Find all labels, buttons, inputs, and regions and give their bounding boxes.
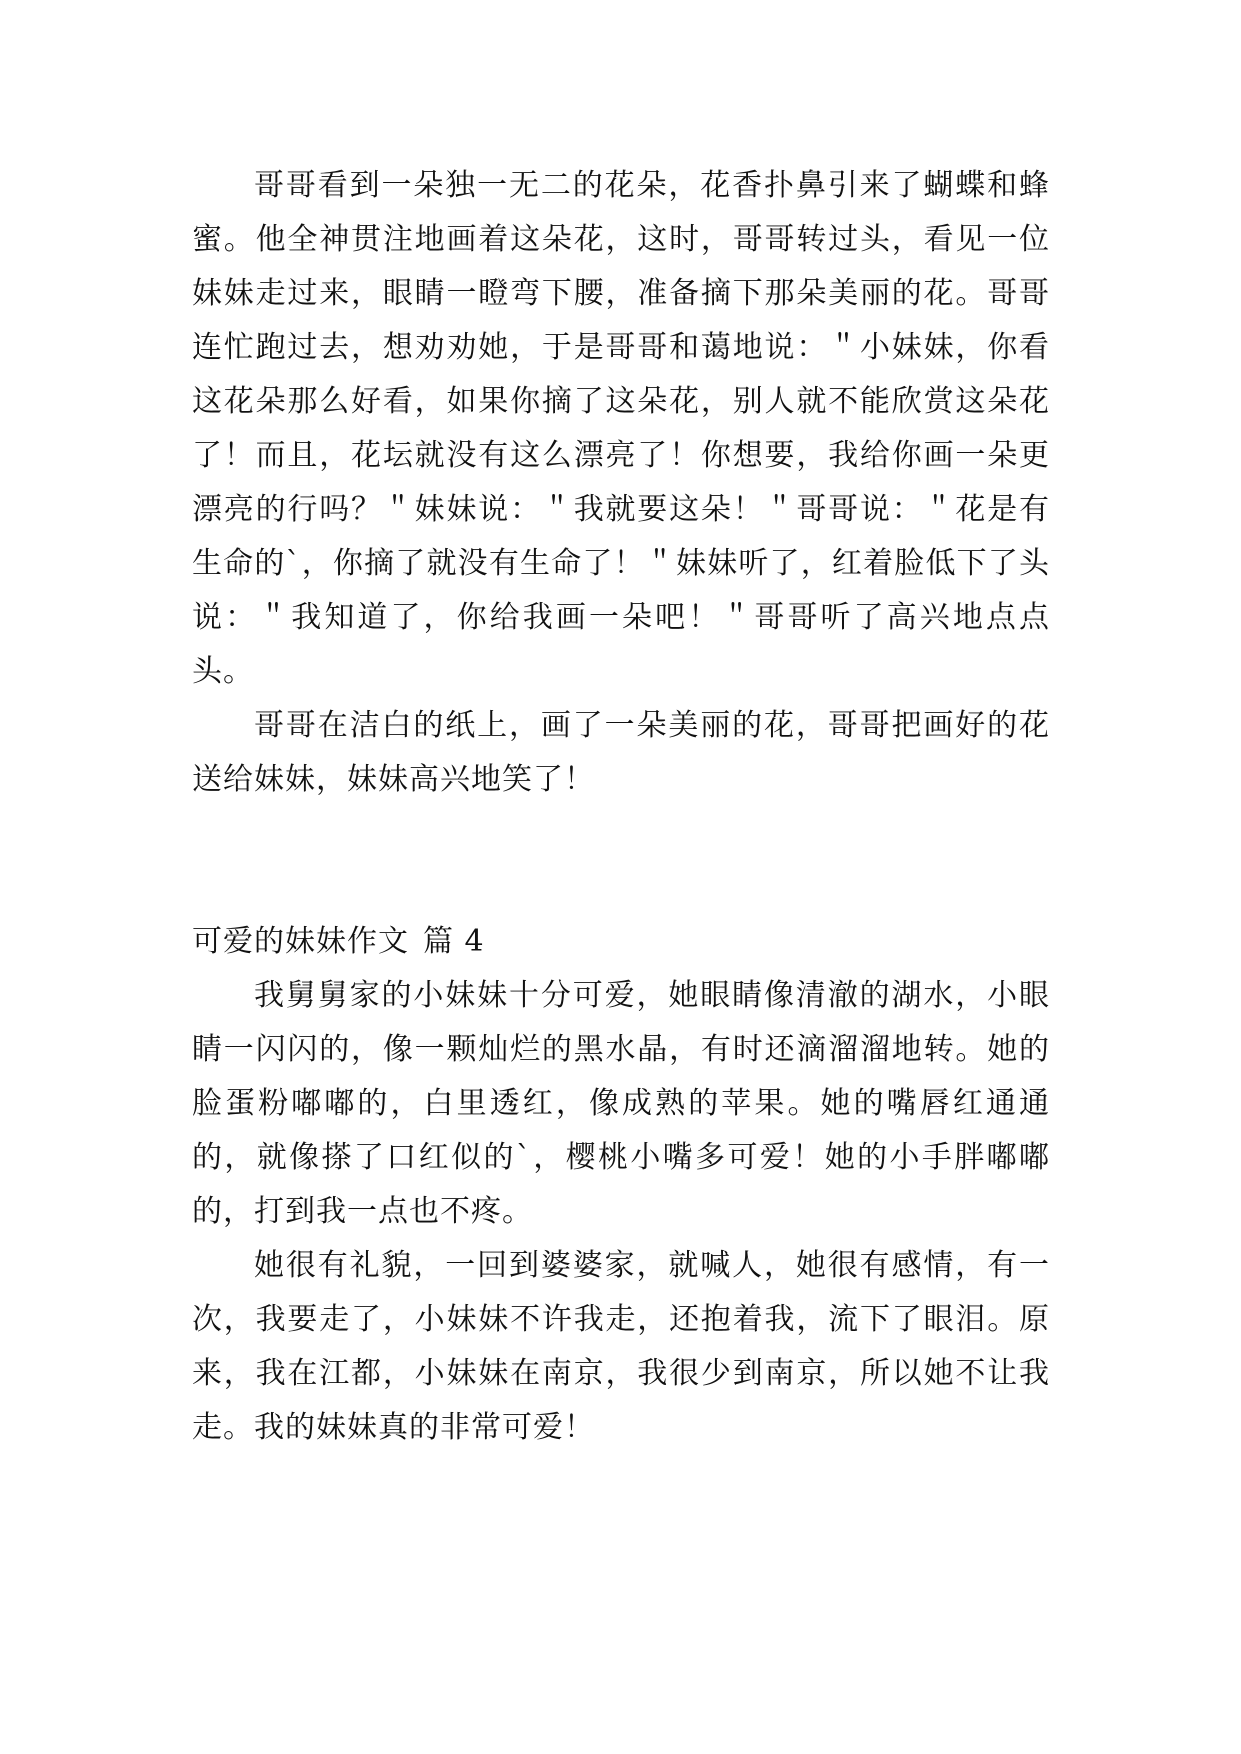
essay-section-4-body <box>192 969 1050 1455</box>
paragraph: 她很有礼貌，一回到婆婆家，就喊人，她很有感情，有一次，我要走了，小妹妹不许我走，还抱着我，流下了眼泪。原来，我在江都，小妹妹在南京，我很少到南京，所以她不让我走。我的妹妹真的非常可爱！ <box>192 1248 1050 1445</box>
essay-number: 篇 4 <box>423 924 485 959</box>
paragraph: 哥哥看到一朵独一无二的花朵，花香扑鼻引来了蝴蝶和蜂蜜。他全神贯注地画着这朵花，这时，哥哥转过头，看见一位妹妹走过来，眼睛一瞪弯下腰，准备摘下那朵美丽的花。哥哥连忙跑过去，想劝劝她，于是哥哥和蔼地说：＂小妹妹，你看这花朵那么好看，如果你摘了这朵花，别人就不能欣赏这朵花了！而且，花坛就没有这么漂亮了！你想要，我给你画一朵更漂亮的行吗？＂妹妹说：＂我就要这朵！＂哥哥说：＂花是有生命的`，你摘了就没有生命了！＂妹妹听了，红着脸低下了头说：＂我知道了，你给我画一朵吧！＂哥哥听了高兴地点点头。 <box>192 168 1050 689</box>
essay-title: 可爱的妹妹作文 <box>192 924 409 959</box>
paragraph: 我舅舅家的小妹妹十分可爱，她眼睛像清澈的湖水，小眼睛一闪闪的，像一颗灿烂的黑水晶，有时还滴溜溜地转。她的脸蛋粉嘟嘟的，白里透红，像成熟的苹果。她的嘴唇红通通的，就像搽了口红似的`，樱桃小嘴多可爱！她的小手胖嘟嘟的，打到我一点也不疼。 <box>192 978 1050 1229</box>
essay-section-3-body <box>192 159 1050 807</box>
essay-heading <box>192 915 1050 969</box>
paragraph: 哥哥在洁白的纸上，画了一朵美丽的花，哥哥把画好的花送给妹妹，妹妹高兴地笑了！ <box>192 708 1050 797</box>
